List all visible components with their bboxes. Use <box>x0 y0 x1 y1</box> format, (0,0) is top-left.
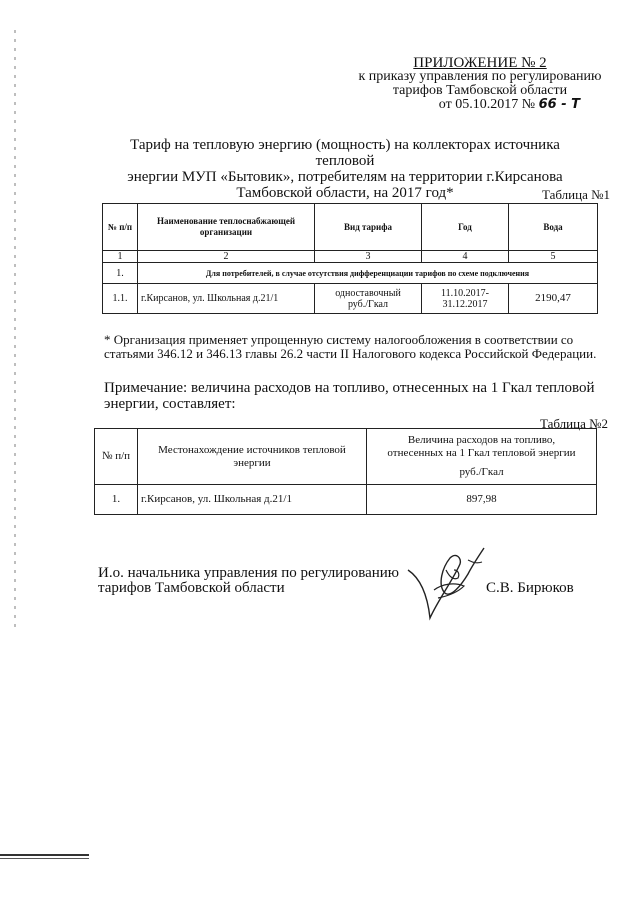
table1-label: Таблица №1 <box>541 187 610 202</box>
table1-index-cell: 4 <box>422 251 509 263</box>
scan-edge-artifact <box>14 30 16 630</box>
table1-header-year: Год <box>422 204 509 251</box>
handwritten-signature <box>398 540 490 622</box>
footer-rule <box>0 858 89 859</box>
table2-row-location: г.Кирсанов, ул. Школьная д.21/1 <box>138 485 367 515</box>
table1-row-tariff-type: одноставочный <box>335 287 401 299</box>
table1-row-org: г.Кирсанов, ул. Школьная д.21/1 <box>138 284 315 314</box>
appendix-date <box>350 98 610 112</box>
appendix-title: ПРИЛОЖЕНИЕ № 2 <box>413 55 547 71</box>
document-title <box>100 137 590 201</box>
appendix-header <box>350 56 610 112</box>
table2-header-num: № п/п <box>95 429 138 485</box>
table1-header-row <box>103 204 598 251</box>
table2-header-location-line2: энергии <box>233 456 271 469</box>
table1-index-cell: 3 <box>315 251 422 263</box>
table1-index-row <box>103 251 598 263</box>
fuel-cost-note <box>104 380 604 412</box>
title-line3: Тамбовской области, на 2017 год* <box>236 185 454 201</box>
table1-index-cell: 1 <box>103 251 138 263</box>
fuel-cost-table <box>94 428 597 515</box>
appendix-line1: к приказу управления по регулированию <box>358 69 602 84</box>
tariff-table <box>102 203 598 314</box>
table-row <box>103 284 598 314</box>
table1-row-period <box>422 284 509 314</box>
table1-row-num: 1.1. <box>103 284 138 314</box>
table1-row-tariff-unit: руб./Гкал <box>347 298 389 310</box>
table2-row-num: 1. <box>95 485 138 515</box>
tax-footnote <box>104 333 604 361</box>
title-line1: Тариф на тепловую энергию (мощность) на коллекторах источника тепловой <box>130 137 560 169</box>
table2-header-value <box>367 429 597 485</box>
note-line1: Примечание: величина расходов на топливо, отнесенных на 1 Гкал тепловой <box>104 380 595 396</box>
table1-index-cell: 2 <box>138 251 315 263</box>
title-line2: энергии МУП «Бытовик», потребителям на территории г.Кирсанова <box>127 169 563 185</box>
note-line2: энергии, составляет: <box>104 396 236 412</box>
table1-header-water: Вода <box>509 204 598 251</box>
order-number-handwritten: 66 - Т <box>538 97 580 112</box>
table1-section-row <box>103 263 598 284</box>
table2-header-value-line2: отнесенных на 1 Гкал тепловой энергии <box>387 447 576 459</box>
signatory-line1: И.о. начальника управления по регулированию <box>98 565 400 581</box>
table1-row-period-end: 31.12.2017 <box>442 298 488 310</box>
appendix-date-prefix: от 05.10.2017 № <box>438 97 536 112</box>
signatory-position <box>98 566 428 596</box>
footnote-line2: статьями 346.12 и 346.13 главы 26.2 части II Налогового кодекса Российской Федерации. <box>104 346 597 361</box>
table1-row-period-start: 11.10.2017- <box>441 287 489 299</box>
table2-row-value: 897,98 <box>367 485 597 515</box>
table2-header-location-line1: Местонахождение источников тепловой <box>158 443 346 456</box>
table2-header-row <box>95 429 597 485</box>
table1-row-value: 2190,47 <box>509 284 598 314</box>
table1-section-text: Для потребителей, в случае отсутствия дифференциации тарифов по схеме подключения <box>138 263 598 284</box>
table2-header-value-line1: Величина расходов на топливо, <box>407 434 556 446</box>
signatory-line2: тарифов Тамбовской области <box>98 580 285 596</box>
table1-header-org: Наименование теплоснабжающей организации <box>138 204 315 251</box>
table1-row-tariff <box>315 284 422 314</box>
footer-rule <box>0 854 89 856</box>
footnote-line1: * Организация применяет упрощенную систему налогообложения в соответствии со <box>104 332 574 347</box>
table-row <box>95 485 597 515</box>
table1-header-tariff: Вид тарифа <box>315 204 422 251</box>
table1-header-num: № п/п <box>103 204 138 251</box>
table2-label: Таблица №2 <box>539 416 608 431</box>
table2-header-location <box>138 429 367 485</box>
table2-header-value-unit: руб./Гкал <box>459 466 504 478</box>
signatory-name: С.В. Бирюков <box>486 580 574 596</box>
table1-index-cell: 5 <box>509 251 598 263</box>
appendix-line2: тарифов Тамбовской области <box>392 83 568 98</box>
table1-section-num: 1. <box>103 263 138 284</box>
